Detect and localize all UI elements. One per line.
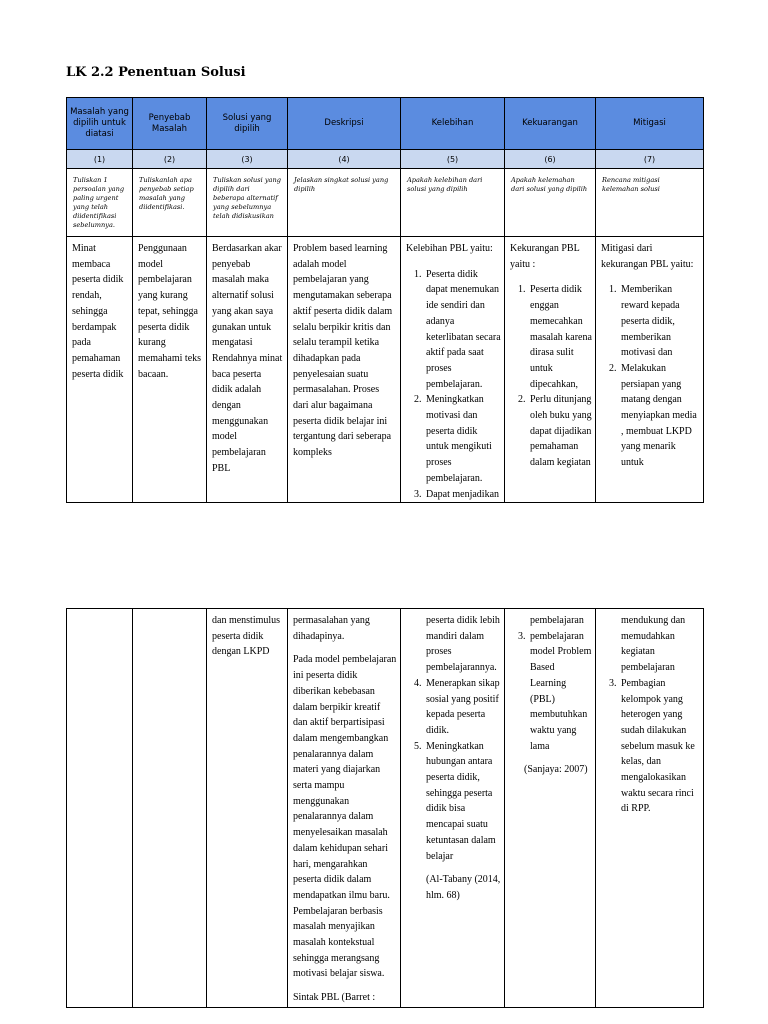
instruction-row bbox=[67, 169, 704, 237]
column-number: (2) bbox=[133, 150, 207, 169]
kelebihan-cell bbox=[401, 237, 504, 502]
header-row bbox=[67, 98, 704, 150]
column-number: (7) bbox=[596, 150, 704, 169]
deskripsi-text: Problem based learning adalah model pembelajaran yang mengutamakan seberapa aktif peserta didik dalam selalu berpikir kritis dan selalu terampil ketika dihadapkan pada penyelesaian suatu permasalahan. Proses dari alur bagaimana peserta didik belajar ini tergantung dari seberapa kompleks bbox=[293, 243, 393, 459]
kelebihan-intro: Kelebihan PBL yaitu: bbox=[406, 243, 493, 254]
deskripsi-paragraph: permasalahan yang dihadapinya. bbox=[293, 615, 370, 642]
header-kekurangan: Kekuarangan bbox=[505, 98, 596, 150]
deskripsi-paragraph: Pada model pembelajaran ini peserta didik diberikan kebebasan dalam berpikir kreatif dan aktif berpartisipasi dalam mengembangkan penalarannya dalam materi yang diajarkan serta mampu menggunakan penalarannya dalam menyelesaikan masalah dalam kehidupan sehari hari, mengarahkan peserta didik dalam mendapatkan ilmu baru. Pembelajaran berbasis masalah menyajikan masalah kontekstual sehingga merangsang motivasi belajar siswa. bbox=[293, 654, 397, 980]
kelebihan-continued: peserta didik lebih mandiri dalam proses pembelajarannya. bbox=[426, 615, 500, 674]
number-row bbox=[67, 150, 704, 169]
header-kelebihan: Kelebihan bbox=[401, 98, 505, 150]
list-item: 2. Melakukan persiapan yang matang dengan menyiapkan media , membuat LKPD yang menarik untuk bbox=[619, 361, 700, 471]
column-number: (5) bbox=[401, 150, 505, 169]
content-row bbox=[67, 237, 704, 503]
list-item: 2. Perlu ditunjang oleh buku yang dapat dijadikan pemahaman dalam kegiatan bbox=[528, 392, 592, 471]
document-title: LK 2.2 Penentuan Solusi bbox=[66, 65, 246, 80]
content-row bbox=[67, 609, 704, 1008]
column-number: (1) bbox=[67, 150, 133, 169]
header-mitigasi: Mitigasi bbox=[596, 98, 704, 150]
list-item: 1. Memberikan reward kepada peserta didik, memberikan motivasi dan bbox=[619, 282, 700, 361]
list-item: 4. Menerapkan sikap sosial yang positif kepada peserta didik. bbox=[424, 676, 501, 739]
instruction-kekurangan: Apakah kelemahan dari solusi yang dipilih bbox=[505, 169, 596, 237]
kekurangan-cell bbox=[505, 609, 595, 778]
deskripsi-paragraph: Sintak PBL (Barret : bbox=[293, 992, 376, 1004]
masalah-text: Minat membaca peserta didik rendah, sehingga berdampak pada pemahaman peserta didik bbox=[72, 243, 124, 380]
list-item: 3. Dapat menjadikan bbox=[424, 487, 501, 503]
kekurangan-intro: Kekurangan PBL yaitu : bbox=[510, 243, 580, 270]
citation: (Sanjaya: 2007) bbox=[524, 764, 588, 776]
header-solusi: Solusi yang dipilih bbox=[207, 98, 288, 150]
kekurangan-continued: pembelajaran bbox=[530, 615, 584, 626]
mitigasi-continued: mendukung dan memudahkan kegiatan pembelajaran bbox=[621, 615, 686, 674]
instruction-solusi: Tuliskan solusi yang dipilih dari beberapa alternatif yang sebelumnya telah didiskusikan bbox=[207, 169, 288, 237]
solution-table bbox=[66, 97, 704, 503]
empty-cell bbox=[67, 609, 133, 1008]
list-item: 3. Pembagian kelompok yang heterogen yang sudah dilakukan sebelum masuk ke kelas, dan mengalokasikan waktu secara rinci di RPP. bbox=[619, 676, 700, 817]
column-number: (4) bbox=[288, 150, 401, 169]
list-item: 2. Meningkatkan motivasi dan peserta didik untuk mengikuti proses pembelajaran. bbox=[424, 392, 501, 486]
mitigasi-intro: Mitigasi dari kekurangan PBL yaitu: bbox=[601, 243, 694, 270]
list-item: 5. Meningkatkan hubungan antara peserta didik, sehingga peserta didik bisa mencapai suatu ketuntasan dalam belajar bbox=[424, 739, 501, 865]
solusi-text: dan menstimulus peserta didik dengan LKPD bbox=[212, 615, 281, 658]
list-item: 3. pembelajaran model Problem Based Learning (PBL) membutuhkan waktu yang lama bbox=[528, 629, 592, 755]
kekurangan-cell bbox=[505, 237, 595, 471]
deskripsi-cell bbox=[288, 609, 400, 1006]
instruction-masalah: Tuliskan 1 persoalan yang paling urgent yang telah diidentifikasi sebelumnya. bbox=[67, 169, 133, 237]
header-deskripsi: Deskripsi bbox=[288, 98, 401, 150]
kelebihan-cell bbox=[401, 609, 504, 904]
header-masalah: Masalah yang dipilih untuk diatasi bbox=[67, 98, 133, 150]
citation: (Al-Tabany (2014, hlm. 68) bbox=[426, 874, 501, 901]
instruction-penyebab: Tuliskanlah apa penyebab setiap masalah yang diidentifikasi. bbox=[133, 169, 207, 237]
list-item: 1. Peserta didik enggan memecahkan masalah karena dirasa sulit untuk dipecahkan, bbox=[528, 282, 592, 392]
header-penyebab: Penyebab Masalah bbox=[133, 98, 207, 150]
column-number: (6) bbox=[505, 150, 596, 169]
mitigasi-cell bbox=[596, 237, 703, 471]
instruction-deskripsi: Jelaskan singkat solusi yang dipilih bbox=[288, 169, 401, 237]
column-number: (3) bbox=[207, 150, 288, 169]
instruction-mitigasi: Rencana mitigasi kelemahan solusi bbox=[596, 169, 704, 237]
instruction-kelebihan: Apakah kelebihan dari solusi yang dipilih bbox=[401, 169, 505, 237]
mitigasi-cell bbox=[596, 609, 703, 817]
list-item: 1. Peserta didik dapat menemukan ide sendiri dan adanya keterlibatan secara aktif pada saat proses pembelajaran. bbox=[424, 267, 501, 393]
solusi-text: Berdasarkan akar penyebab masalah maka alternatif solusi yang akan saya gunakan untuk mengatasi Rendahnya minat baca peserta didik adalah dengan menggunakan model pembelajaran PBL bbox=[212, 243, 283, 474]
empty-cell bbox=[133, 609, 207, 1008]
solution-table-continued bbox=[66, 608, 704, 1008]
penyebab-text: Penggunaan model pembelajaran yang kurang tepat, sehingga peserta didik kurang memahami teks bacaan. bbox=[138, 243, 202, 380]
